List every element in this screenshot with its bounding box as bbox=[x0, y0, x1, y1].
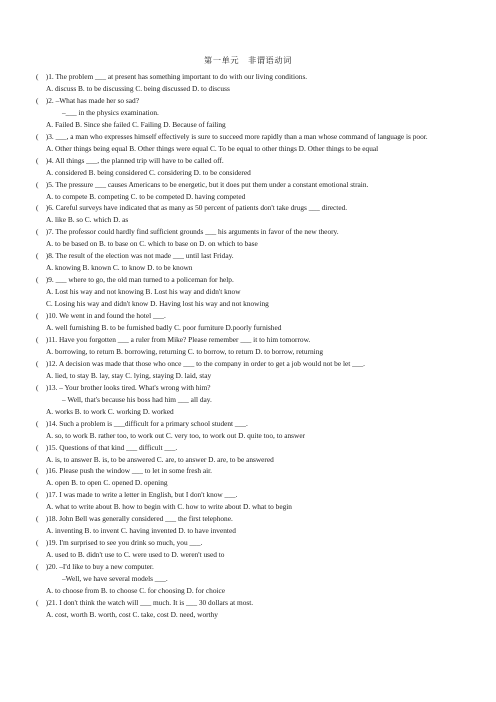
answer-options: A. to compete B. competing C. to be competed D. having competed bbox=[46, 191, 246, 201]
question-line: ( )10. We went in and found the hotel ___. bbox=[36, 311, 166, 321]
dialogue-line: –Well, we have several models ___. bbox=[62, 574, 168, 584]
answer-options: A. like B. so C. which D. as bbox=[46, 215, 129, 225]
question-line: ( )7. The professor could hardly find sufficient grounds ___ his arguments in favor of the new theory. bbox=[36, 227, 339, 237]
question-line: ( )1. The problem ___ at present has something important to do with our living conditions. bbox=[36, 72, 308, 81]
answer-options: A. cost, worth B. worth, cost C. take, cost D. need, worthy bbox=[46, 609, 218, 619]
answer-options: A. Lost his way and not knowing B. Lost his way and didn't know bbox=[46, 287, 241, 297]
answer-options: A. knowing B. known C. to know D. to be known bbox=[46, 263, 193, 273]
answer-options: A. open B. to open C. opened D. opening bbox=[46, 478, 168, 488]
dialogue-line: – Well, that's because his boss had him ___ all day. bbox=[62, 394, 212, 404]
page-title: 第一单元 非谓语动词 bbox=[204, 56, 292, 65]
answer-options: A. inventing B. to invent C. having invented D. to have invented bbox=[46, 526, 236, 536]
question-line: ( )21. I don't think the watch will ___ much. It is ___ 30 dollars at most. bbox=[36, 597, 254, 607]
question-line: ( )17. I was made to write a letter in English, but I don't know ___. bbox=[36, 490, 238, 500]
answer-options: A. works B. to work C. working D. worked bbox=[46, 406, 174, 416]
answer-options: A. discuss B. to be discussing C. being discussed D. to discuss bbox=[46, 83, 230, 93]
answer-options: A. is, to answer B. is, to be answered C. are, to answer D. are, to be answered bbox=[46, 454, 274, 464]
question-line: ( )20. –I'd like to buy a new computer. bbox=[36, 562, 154, 572]
question-line: ( )18. John Bell was generally considered ___ the first telephone. bbox=[36, 514, 233, 524]
question-line: ( )5. The pressure ___ causes Americans to be energetic, but it does put them under a constant emotional strain. bbox=[36, 179, 369, 189]
answer-options: A. Other things being equal B. Other things were equal C. To be equal to other things D. Other things to be equal bbox=[46, 143, 379, 153]
answer-options: A. lied, to stay B. lay, stay C. lying, staying D. laid, stay bbox=[46, 370, 212, 380]
question-list bbox=[36, 71, 460, 621]
question-line: ( )3. ___, a man who expresses himself effectively is sure to succeed more rapidly than a man whose command of language is poor. bbox=[36, 131, 428, 141]
answer-options: A. borrowing, to return B. borrowing, returning C. to borrow, to return D. to borrow, returning bbox=[46, 346, 324, 356]
answer-options: A. used to B. didn't use to C. were used to D. weren't used to bbox=[46, 550, 225, 560]
answer-options: A. considered B. being considered C. considering D. to be considered bbox=[46, 167, 251, 177]
dialogue-line: –___ in the physics examination. bbox=[62, 107, 159, 117]
answer-options: A. so, to work B. rather too, to work out C. very too, to work out D. quite too, to answer bbox=[46, 430, 306, 440]
answer-options: C. Losing his way and didn't know D. Having lost his way and not knowing bbox=[46, 299, 269, 309]
question-line: ( )6. Careful surveys have indicated that as many as 50 percent of patients don't take drugs ___ directed. bbox=[36, 203, 348, 213]
answer-options: A. what to write about B. how to begin with C. how to write about D. what to begin bbox=[46, 502, 292, 512]
answer-options: A. to choose from B. to choose C. for choosing D. for choice bbox=[46, 585, 226, 595]
question-line: ( )8. The result of the election was not made ___ until last Friday. bbox=[36, 251, 234, 261]
question-line: ( )16. Please push the window ___ to let in some fresh air. bbox=[36, 466, 213, 476]
question-line: ( )14. Such a problem is ___difficult for a primary school student ___. bbox=[36, 418, 248, 428]
question-line: ( )19. I'm surprised to see you drink so much, you ___. bbox=[36, 538, 203, 548]
question-line: ( )12. A decision was made that those who once ___ to the company in order to get a job would not be let ___. bbox=[36, 358, 365, 368]
answer-options: A. well furnishing B. to be furnished badly C. poor furniture D.poorly furnished bbox=[46, 323, 282, 333]
question-line: ( )13. – Your brother looks tired. What's wrong with him? bbox=[36, 382, 211, 392]
answer-options: A. to be based on B. to base on C. which to base on D. on which to base bbox=[46, 239, 258, 249]
question-line: ( )11. Have you forgotten ___ a ruler from Mike? Please remember ___ it to him tomorrow. bbox=[36, 334, 311, 344]
question-line: ( )4. All things ___, the planned trip will have to be called off. bbox=[36, 155, 224, 165]
question-line: ( )15. Questions of that kind ___ difficult ___. bbox=[36, 442, 178, 452]
answer-options: A. Failed B. Since she failed C. Failing D. Because of failing bbox=[46, 119, 226, 129]
question-line: ( )9. ___ where to go, the old man turned to a policeman for help. bbox=[36, 275, 234, 285]
question-line: ( )2. –What has made her so sad? bbox=[36, 95, 139, 105]
